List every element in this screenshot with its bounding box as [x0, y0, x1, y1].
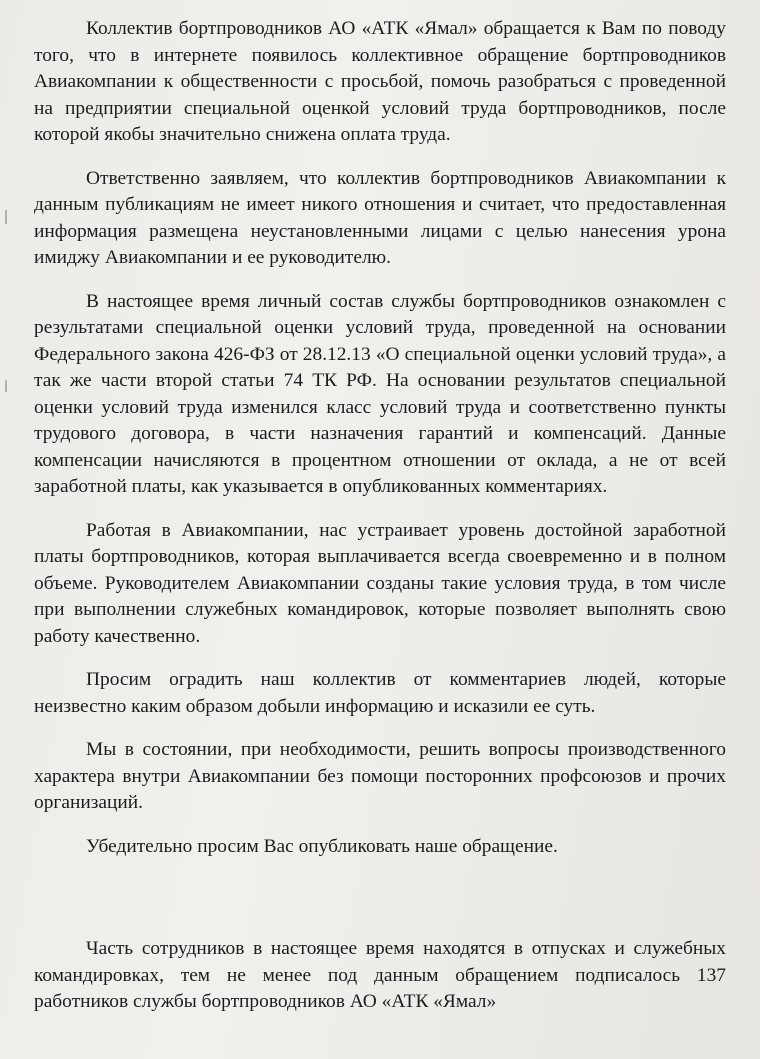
paragraph-signatures-note: Часть сотрудников в настоящее время находятся в отпусках и служебных командировках, тем не менее под данным обращением подписалось 137 работников службы бортпроводников АО «АТК «Ямал»	[34, 938, 726, 1012]
letter-body	[34, 16, 726, 1016]
paragraph-intro: Коллектив бортпроводников АО «АТК «Ямал» обращается к Вам по поводу того, что в интернете появилось коллективное обращение бортпроводников Авиакомпании к общественности с просьбой, помочь разобраться с проведенной на предприятии специальной оценкой условий труда бортпроводников, после которой якобы значительно снижена оплата труда.	[34, 18, 726, 145]
margin-mark	[5, 380, 7, 392]
paragraph-assessment: В настоящее время личный состав службы бортпроводников ознакомлен с результатами специальной оценки условий труда, проведенной на основании Федерального закона 426-ФЗ от 28.12.13 «О специальной оценки условий труда», а так же части второй статьи 74 ТК РФ. На основании результатов специальной оценки условий труда изменился класс условий труда и соответственно пункты трудового договора, в части назначения гарантий и компенсаций. Данные компенсации начисляются в процентном отношении от оклада, а не от всей заработной платы, как указывается в опубликованных комментариях.	[34, 290, 726, 497]
paragraph-publish-request: Убедительно просим Вас опубликовать наше обращение.	[86, 835, 558, 857]
paragraph-request: Просим оградить наш коллектив от комментариев людей, которые неизвестно каким образом добыли информацию и исказили ее суть.	[34, 669, 726, 717]
paragraph-statement: Ответственно заявляем, что коллектив бортпроводников Авиакомпании к данным публикациям не имеет никого отношения и считает, что предоставленная информация размещена неустановленными лицами с целью нанесения урона имиджу Авиакомпании и ее руководителю.	[34, 167, 726, 268]
margin-mark	[5, 210, 7, 224]
paragraph-capability: Мы в состоянии, при необходимости, решить вопросы производственного характера внутри Авиакомпании без помощи посторонних профсоюзов и прочих организаций.	[34, 739, 726, 813]
paragraph-salary: Работая в Авиакомпании, нас устраивает уровень достойной заработной платы бортпроводников, которая выплачивается всегда своевременно и в полном объеме. Руководителем Авиакомпании созданы такие условия труда, в том числе при выполнении служебных командировок, которые позволяет выполнять свою работу качественно.	[34, 519, 726, 647]
